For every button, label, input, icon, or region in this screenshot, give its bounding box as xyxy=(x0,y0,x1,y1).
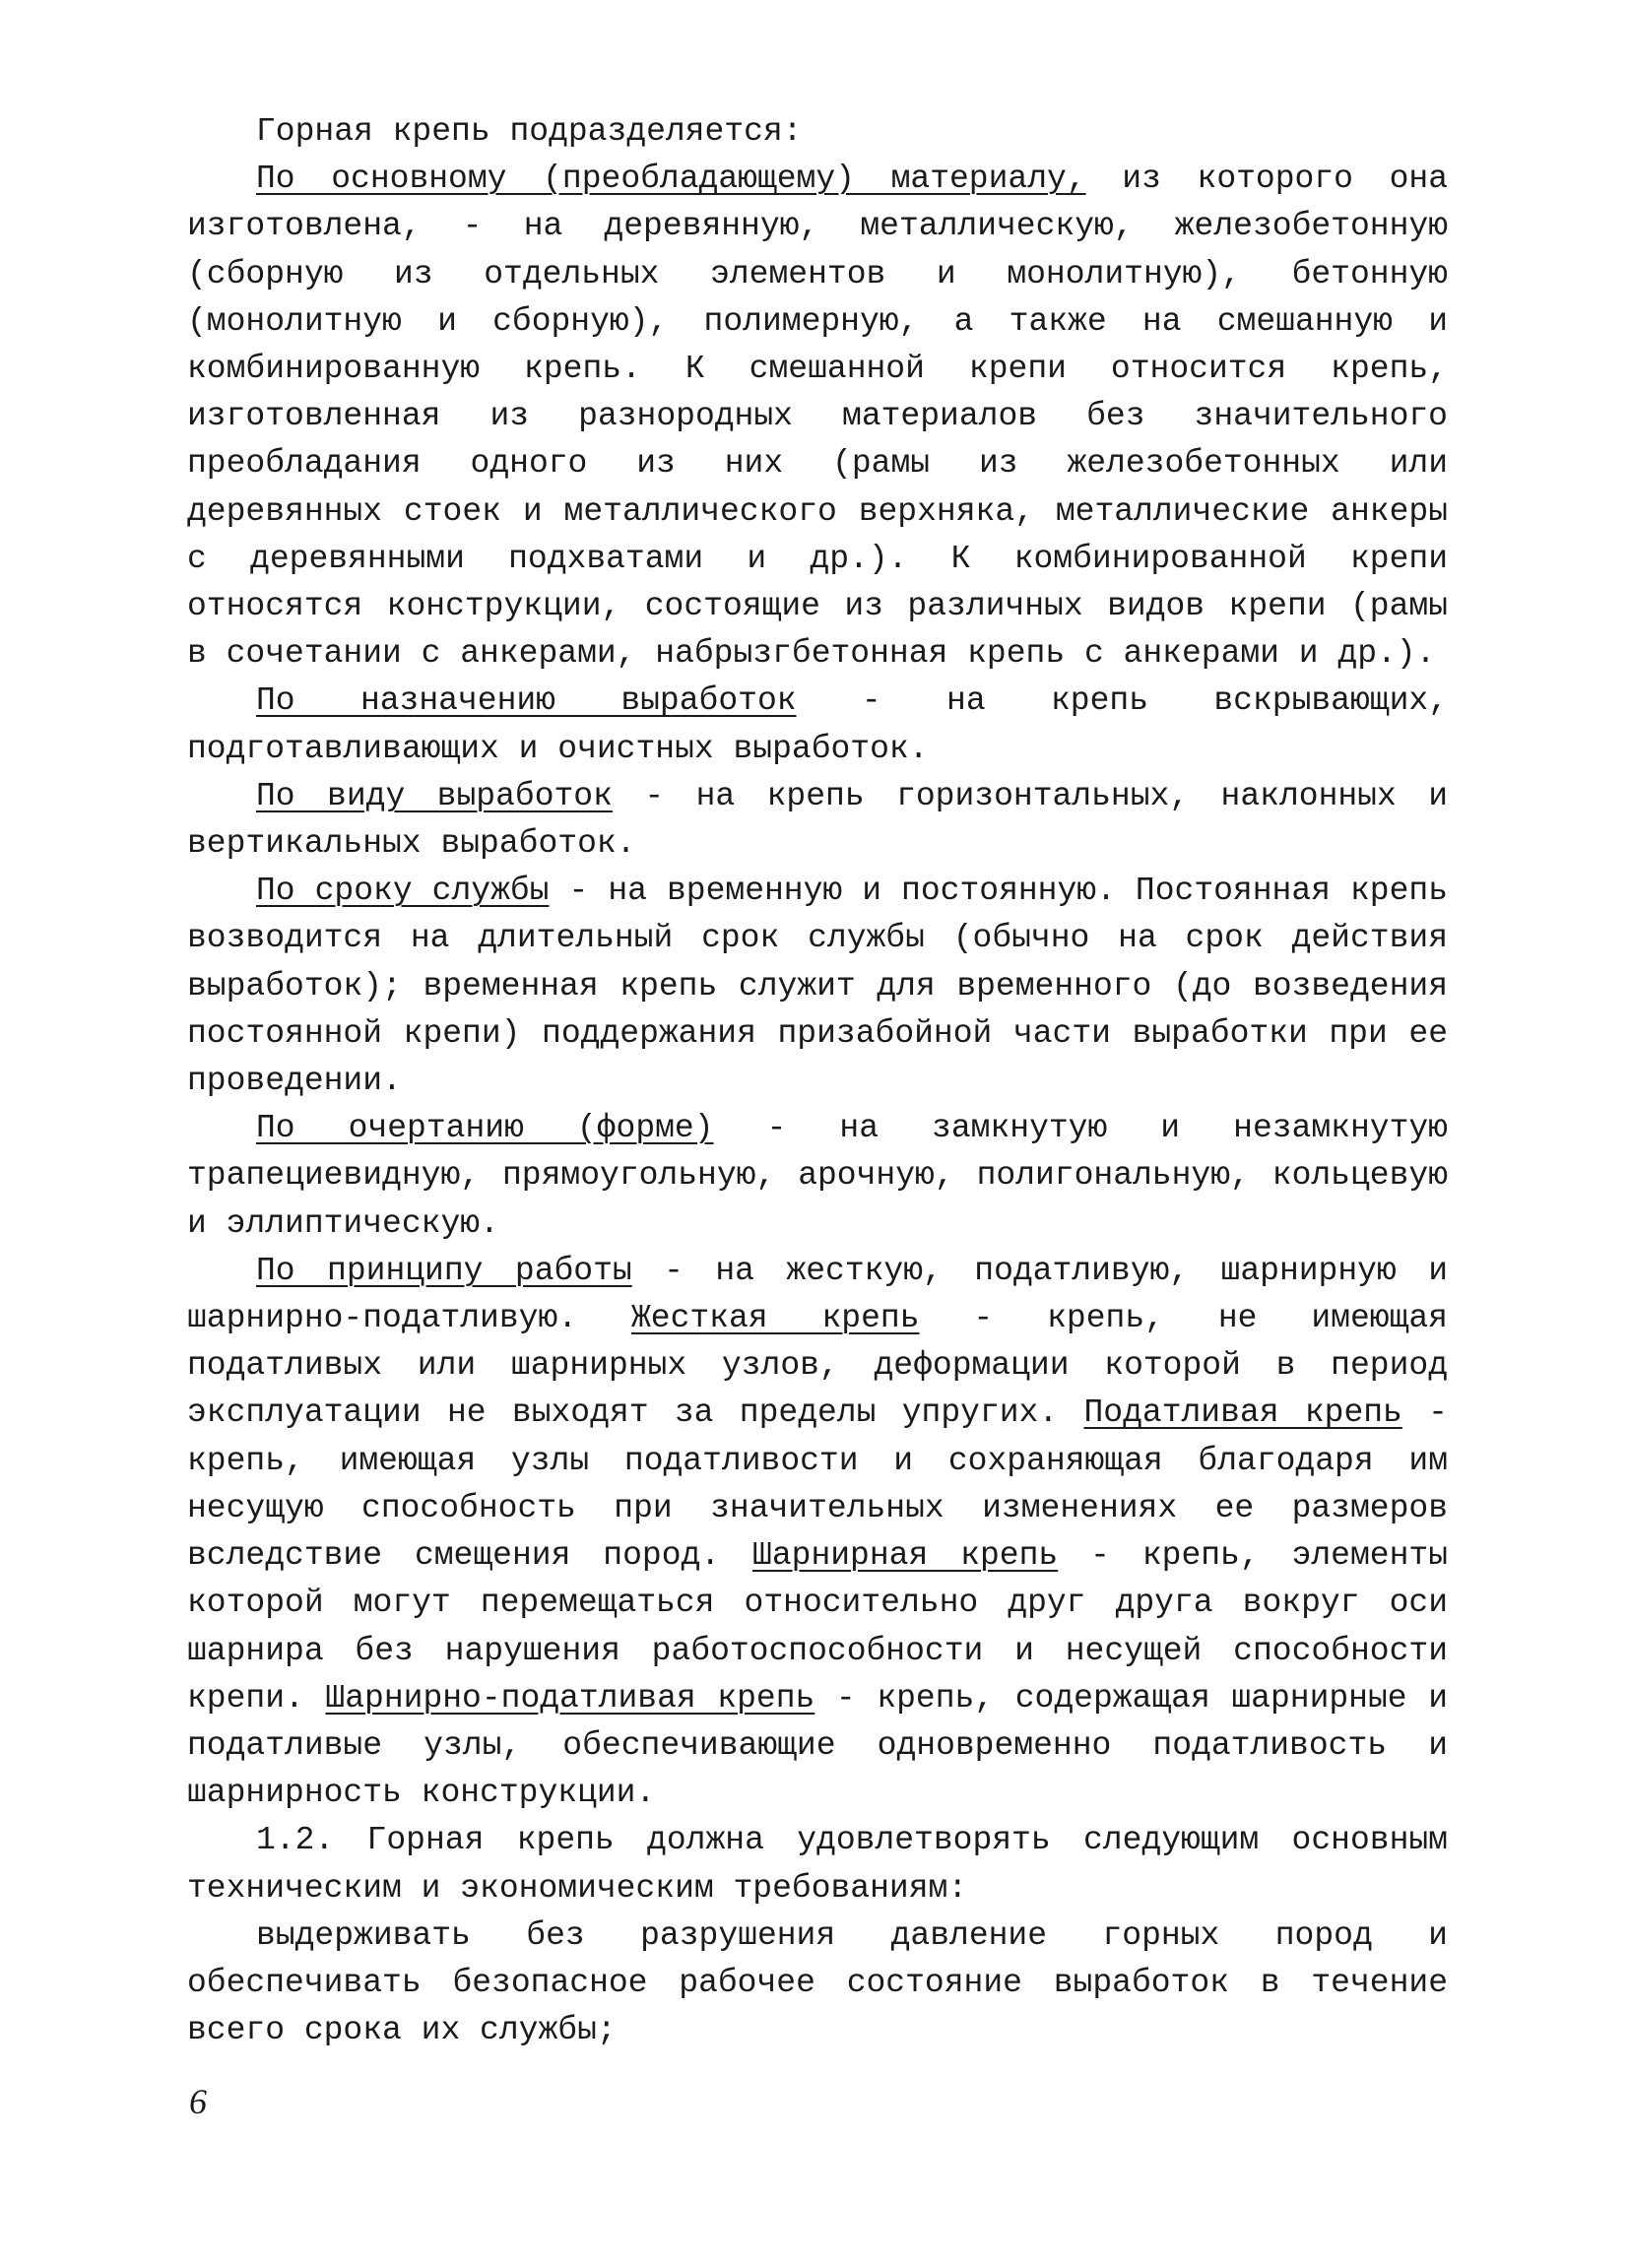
term-yielding: Податливая крепь xyxy=(1083,1394,1402,1432)
term-service-life: По сроку службы xyxy=(256,873,550,910)
document-page xyxy=(187,108,1448,2054)
term-purpose: По назначению выработок xyxy=(256,682,797,720)
term-rigid: Жесткая крепь xyxy=(630,1300,920,1337)
paragraph-type xyxy=(187,773,1448,868)
requirements-intro: 1.2. Горная крепь должна удовлетворять следующим основным техническим и экономическим требованиям: xyxy=(187,1822,1448,1907)
requirement-item: выдерживать без разрушения давление горных пород и обеспечивать безопасное рабочее состояние выработок в течение всего срока их службы; xyxy=(187,1916,1448,2049)
paragraph-principle xyxy=(187,1248,1448,1817)
term-material: По основному (преобладающему) материалу, xyxy=(256,161,1086,198)
text-principle-1: - на жесткую, податливую, шарнирную и шарнирно-податливую. xyxy=(187,1252,1448,1337)
text-purpose: - на крепь вскрывающих, подготавливающих и очистных выработок. xyxy=(187,682,1448,767)
term-hinged-yielding: Шарнирно-податливая крепь xyxy=(325,1679,815,1717)
paragraph-material xyxy=(187,156,1448,678)
page-number: 6 xyxy=(189,2082,207,2121)
text-principle-2: - крепь, не имеющая податливых или шарнирных узлов, деформации которой в период эксплуатации не выходят за пределы упругих. xyxy=(187,1300,1448,1432)
paragraph-shape xyxy=(187,1105,1448,1248)
term-shape: По очертанию (форме) xyxy=(256,1110,714,1147)
term-hinged: Шарнирная крепь xyxy=(752,1537,1059,1575)
text-material: из которого она изготовлена, - на деревянную, металлическую, железобетонную (сборную из отдельных элементов и монолитную), бетонную (монолитную и сборную), полимерную, а также на смешанную и комбинированную крепь. К смешанной крепи относится крепь, изготовленная из разнородных материалов без значительного преобладания одного из них (рамы из железобетонных или деревянных стоек и металлического верхняка, металлические анкеры с деревянными подхватами и др.). К комбинированной крепи относятся конструкции, состоящие из различных видов крепи (рамы в сочетании с анкерами, набрызгбетонная крепь с анкерами и др.). xyxy=(187,161,1448,673)
paragraph-purpose xyxy=(187,678,1448,772)
heading: Горная крепь подразделяется: xyxy=(256,113,803,150)
text-type: - на крепь горизонтальных, наклонных и вертикальных выработок. xyxy=(187,777,1449,863)
text-service-life: - на временную и постоянную. Постоянная крепь возводится на длительный срок службы (обычно на срок действия выработок); временная крепь служит для временного (до возведения постоянной крепи) поддержания призабойной части выработки при ее проведении. xyxy=(187,873,1448,1100)
text-shape: - на замкнутую и незамкнутую трапециевидную, прямоугольную, арочную, полигональную, кольцевую и эллиптическую. xyxy=(187,1110,1448,1242)
term-type: По виду выработок xyxy=(256,777,613,814)
paragraph-service-life xyxy=(187,868,1448,1105)
text-principle-5: - крепь, содержащая шарнирные и податливые узлы, обеспечивающие одновременно податливость и шарнирность конструкции. xyxy=(187,1679,1448,1812)
text-principle-3: - крепь, имеющая узлы податливости и сохраняющая благодаря им несущую способность при значительных изменениях ее размеров вследствие смещения пород. xyxy=(187,1394,1448,1575)
term-principle: По принципу работы xyxy=(256,1252,632,1289)
text-principle-4: - крепь, элементы которой могут перемещаться относительно друг друга вокруг оси шарнира без нарушения работоспособности и несущей способности крепи. xyxy=(187,1537,1448,1717)
